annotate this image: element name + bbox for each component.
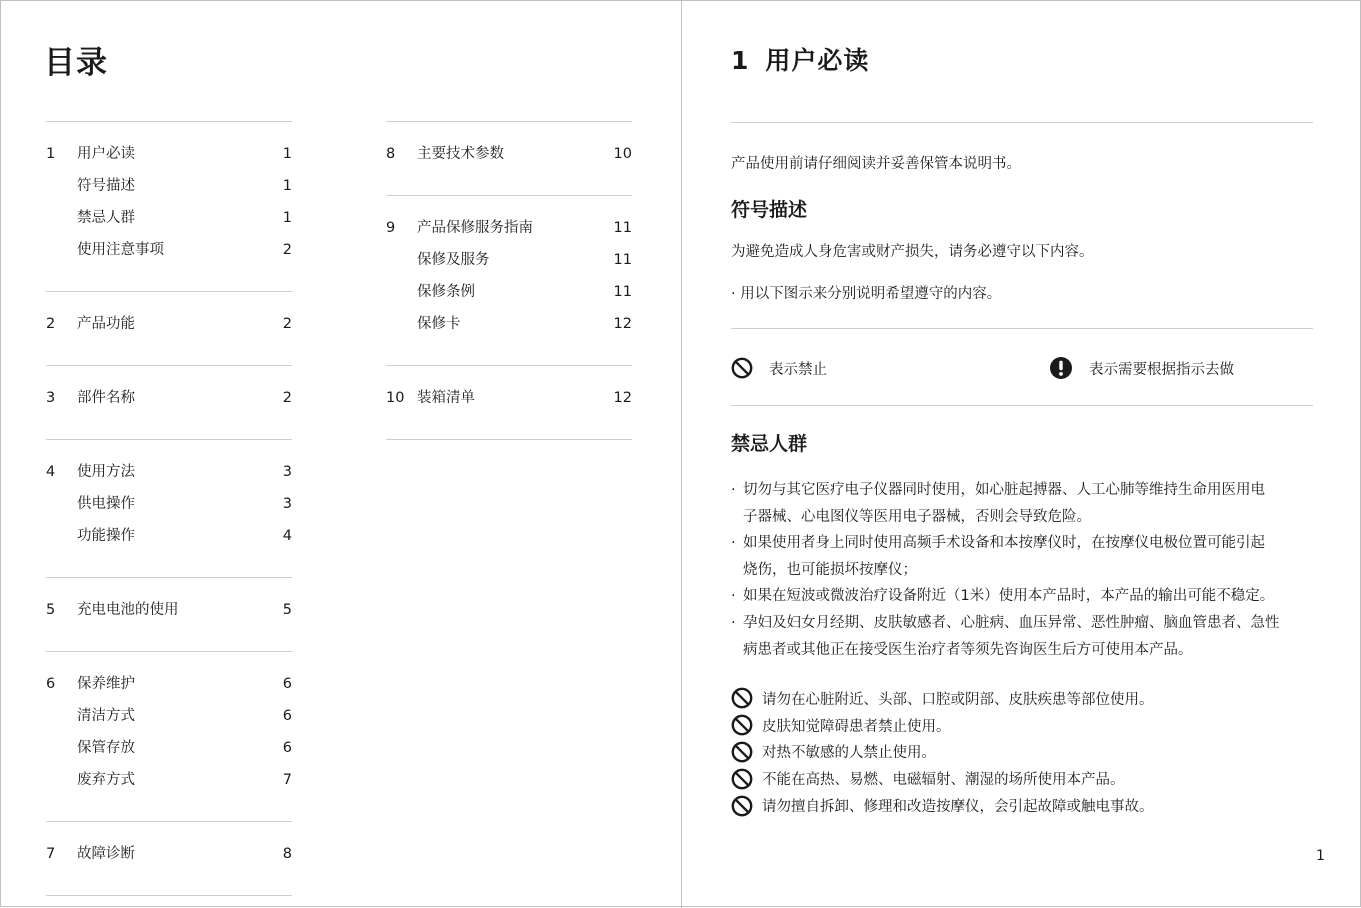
- prohibition-item: [731, 765, 1321, 792]
- toc-entry: [46, 524, 292, 556]
- section-title-text: 用户必读: [765, 46, 870, 75]
- toc-entry: [46, 312, 292, 344]
- toc-entry-label: 主要技术参数: [417, 146, 504, 162]
- toc-group: [46, 577, 292, 651]
- toc-entry-label: 保管存放: [77, 740, 135, 756]
- bullet-mark: ·: [731, 482, 736, 498]
- toc-entry-page: 2: [282, 390, 292, 406]
- toc-entry-page: 12: [613, 390, 632, 406]
- prohibition-icon: [731, 714, 753, 736]
- prohibition-icon: [731, 795, 753, 817]
- contraindication-item: [731, 610, 1321, 663]
- toc-entry-label: 供电操作: [77, 496, 135, 512]
- toc-entry-label: 保修条例: [417, 284, 475, 300]
- toc-group: [46, 291, 292, 365]
- toc-group: [46, 439, 292, 577]
- contraindication-line: 孕妇及妇女月经期、皮肤敏感者、心脏病、血压异常、恶性肿瘤、脑血管患者、急性: [743, 614, 1280, 631]
- toc-entry: [386, 216, 632, 248]
- toc-entry-page: 2: [282, 242, 292, 258]
- toc-entry-number: 4: [46, 464, 56, 480]
- symbols-heading: 符号描述: [731, 199, 808, 221]
- contraindication-line: 病患者或其他正在接受医生治疗者等须先咨询医生后方可使用本产品。: [743, 641, 1193, 658]
- toc-entry-label: 保修卡: [417, 316, 461, 332]
- toc-group: [386, 195, 632, 365]
- contraindication-item: [731, 477, 1321, 530]
- prohibition-item: [731, 739, 1321, 766]
- toc-page: [1, 1, 681, 908]
- toc-entry: [386, 280, 632, 312]
- prohibition-item: [731, 685, 1321, 712]
- toc-group: [46, 121, 292, 291]
- toc-entry-label: 使用注意事项: [77, 242, 164, 258]
- toc-entry-label: 装箱清单: [417, 390, 475, 406]
- bullet-mark: ·: [731, 588, 736, 605]
- toc-group: [386, 365, 632, 440]
- bullet-mark: ·: [731, 535, 736, 552]
- prohibition-item: [731, 792, 1321, 819]
- toc-group: [46, 651, 292, 821]
- toc-entry-label: 废弃方式: [77, 772, 135, 788]
- prohibition-icon: [731, 768, 753, 790]
- section-number: 1: [731, 46, 750, 75]
- toc-entry-page: 1: [282, 210, 292, 226]
- legend-mandatory: [1049, 353, 1234, 383]
- prohibition-icon: [731, 687, 753, 709]
- toc-entry-number: 3: [46, 390, 56, 406]
- intro-text: 产品使用前请仔细阅读并妥善保管本说明书。: [731, 156, 1021, 172]
- toc-entry-number: 1: [46, 146, 56, 162]
- toc-entry-label: 保修及服务: [417, 252, 490, 268]
- toc-entry-number: 6: [46, 676, 56, 692]
- toc-entry: [46, 672, 292, 704]
- contraindication-line: 子器械、心电图仪等医用电子器械，否则会导致危险。: [743, 508, 1091, 525]
- prohibition-icon: [731, 357, 753, 379]
- toc-entry-page: 11: [613, 284, 632, 300]
- toc-entry: [46, 386, 292, 418]
- toc-entry-page: 8: [282, 846, 292, 862]
- toc-group: [46, 821, 292, 896]
- contraindication-item: [731, 530, 1321, 583]
- toc-entry-label: 故障诊断: [77, 846, 135, 862]
- toc-entry-page: 6: [282, 740, 292, 756]
- toc-entry: [46, 736, 292, 768]
- toc-entry: [386, 386, 632, 418]
- toc-entry: [46, 142, 292, 174]
- toc-entry-label: 充电电池的使用: [77, 602, 179, 618]
- toc-entry-number: 8: [386, 146, 396, 162]
- toc-entry-page: 3: [282, 496, 292, 512]
- contraindication-line: 烧伤，也可能损坏按摩仪；: [743, 561, 917, 578]
- toc-entry-label: 符号描述: [77, 178, 135, 194]
- toc-entry: [46, 598, 292, 630]
- prohibition-item: [731, 712, 1321, 739]
- legend-prohibition-label: 表示禁止: [769, 361, 827, 378]
- toc-entry-page: 3: [282, 464, 292, 480]
- toc-group: [386, 121, 632, 195]
- toc-entry: [46, 768, 292, 800]
- toc-group: [46, 365, 292, 439]
- legend-prohibition: [731, 353, 827, 383]
- toc-entry-number: 9: [386, 220, 396, 236]
- prohibition-text: 皮肤知觉障碍患者禁止使用。: [762, 718, 951, 735]
- toc-entry: [46, 842, 292, 874]
- prohibition-text: 不能在高热、易燃、电磁辐射、潮湿的场所使用本产品。: [762, 772, 1125, 789]
- toc-entry-label: 产品功能: [77, 316, 135, 332]
- toc-entry-page: 12: [613, 316, 632, 332]
- toc-entry-label: 功能操作: [77, 528, 135, 544]
- toc-entry-page: 6: [282, 708, 292, 724]
- toc-entry-page: 11: [613, 220, 632, 236]
- prohibition-icon: [731, 741, 753, 763]
- toc-entry-label: 部件名称: [77, 390, 135, 406]
- prohibition-text: 请勿擅自拆卸、修理和改造按摩仪，会引起故障或触电事故。: [762, 799, 1154, 816]
- toc-entry: [46, 206, 292, 238]
- symbol-legend: [731, 353, 1313, 383]
- contraindication-line: 如果在短波或微波治疗设备附近（1米）使用本产品时，本产品的输出可能不稳定。: [743, 588, 1275, 605]
- toc-entry-number: 7: [46, 846, 56, 862]
- toc-entry-label: 使用方法: [77, 464, 135, 480]
- toc-entry: [46, 704, 292, 736]
- section-title: [731, 41, 869, 77]
- legend-mandatory-label: 表示需要根据指示去做: [1089, 361, 1234, 378]
- toc-entry-page: 6: [282, 676, 292, 692]
- toc-entry-label: 禁忌人群: [77, 210, 135, 226]
- mandatory-action-icon: [1049, 356, 1073, 380]
- toc-entry-page: 1: [282, 146, 292, 162]
- legend-bottom-rule: [731, 405, 1313, 406]
- toc-entry-page: 2: [282, 316, 292, 332]
- symbols-text-2: · 用以下图示来分别说明希望遵守的内容。: [731, 286, 1002, 302]
- page-number: 1: [1316, 848, 1325, 864]
- toc-entry: [46, 460, 292, 492]
- contraindication-item: [731, 583, 1321, 610]
- bullet-mark: ·: [731, 614, 736, 631]
- toc-entry: [386, 142, 632, 174]
- toc-entry-page: 7: [282, 772, 292, 788]
- toc-entry-page: 5: [282, 602, 292, 618]
- contraindication-line: 切勿与其它医疗电子仪器同时使用，如心脏起搏器、人工心肺等维持生命用医用电: [743, 482, 1265, 498]
- toc-entry-page: 1: [282, 178, 292, 194]
- toc-entry-page: 11: [613, 252, 632, 268]
- toc-entry-label: 保养维护: [77, 676, 135, 692]
- prohibition-text: 对热不敏感的人禁止使用。: [762, 745, 936, 762]
- toc-entry-label: 清洁方式: [77, 708, 135, 724]
- symbols-text-1: 为避免造成人身危害或财产损失，请务必遵守以下内容。: [731, 244, 1094, 260]
- prohibition-list: [731, 685, 1321, 819]
- toc-entry: [46, 238, 292, 270]
- toc-entry: [46, 492, 292, 524]
- contraindications-heading: 禁忌人群: [731, 433, 808, 455]
- toc-column-left: [46, 121, 292, 896]
- toc-entry-label: 产品保修服务指南: [417, 220, 533, 236]
- toc-entry-page: 10: [613, 146, 632, 162]
- toc-entry: [386, 248, 632, 280]
- contraindication-list: [731, 477, 1321, 663]
- toc-entry-page: 4: [282, 528, 292, 544]
- prohibition-text: 请勿在心脏附近、头部、口腔或阴部、皮肤疾患等部位使用。: [762, 691, 1154, 708]
- section-title-rule: [731, 122, 1313, 123]
- toc-title: 目录: [44, 45, 108, 81]
- contraindication-line: 如果使用者身上同时使用高频手术设备和本按摩仪时，在按摩仪电极位置可能引起: [743, 535, 1265, 552]
- toc-entry-number: 2: [46, 316, 56, 332]
- toc-entry: [46, 174, 292, 206]
- toc-column-right: [386, 121, 632, 440]
- toc-entry-label: 用户必读: [77, 146, 135, 162]
- toc-entry-number: 10: [386, 390, 405, 406]
- toc-entry-number: 5: [46, 602, 56, 618]
- legend-top-rule: [731, 328, 1313, 329]
- toc-entry: [386, 312, 632, 344]
- content-page: [682, 1, 1361, 908]
